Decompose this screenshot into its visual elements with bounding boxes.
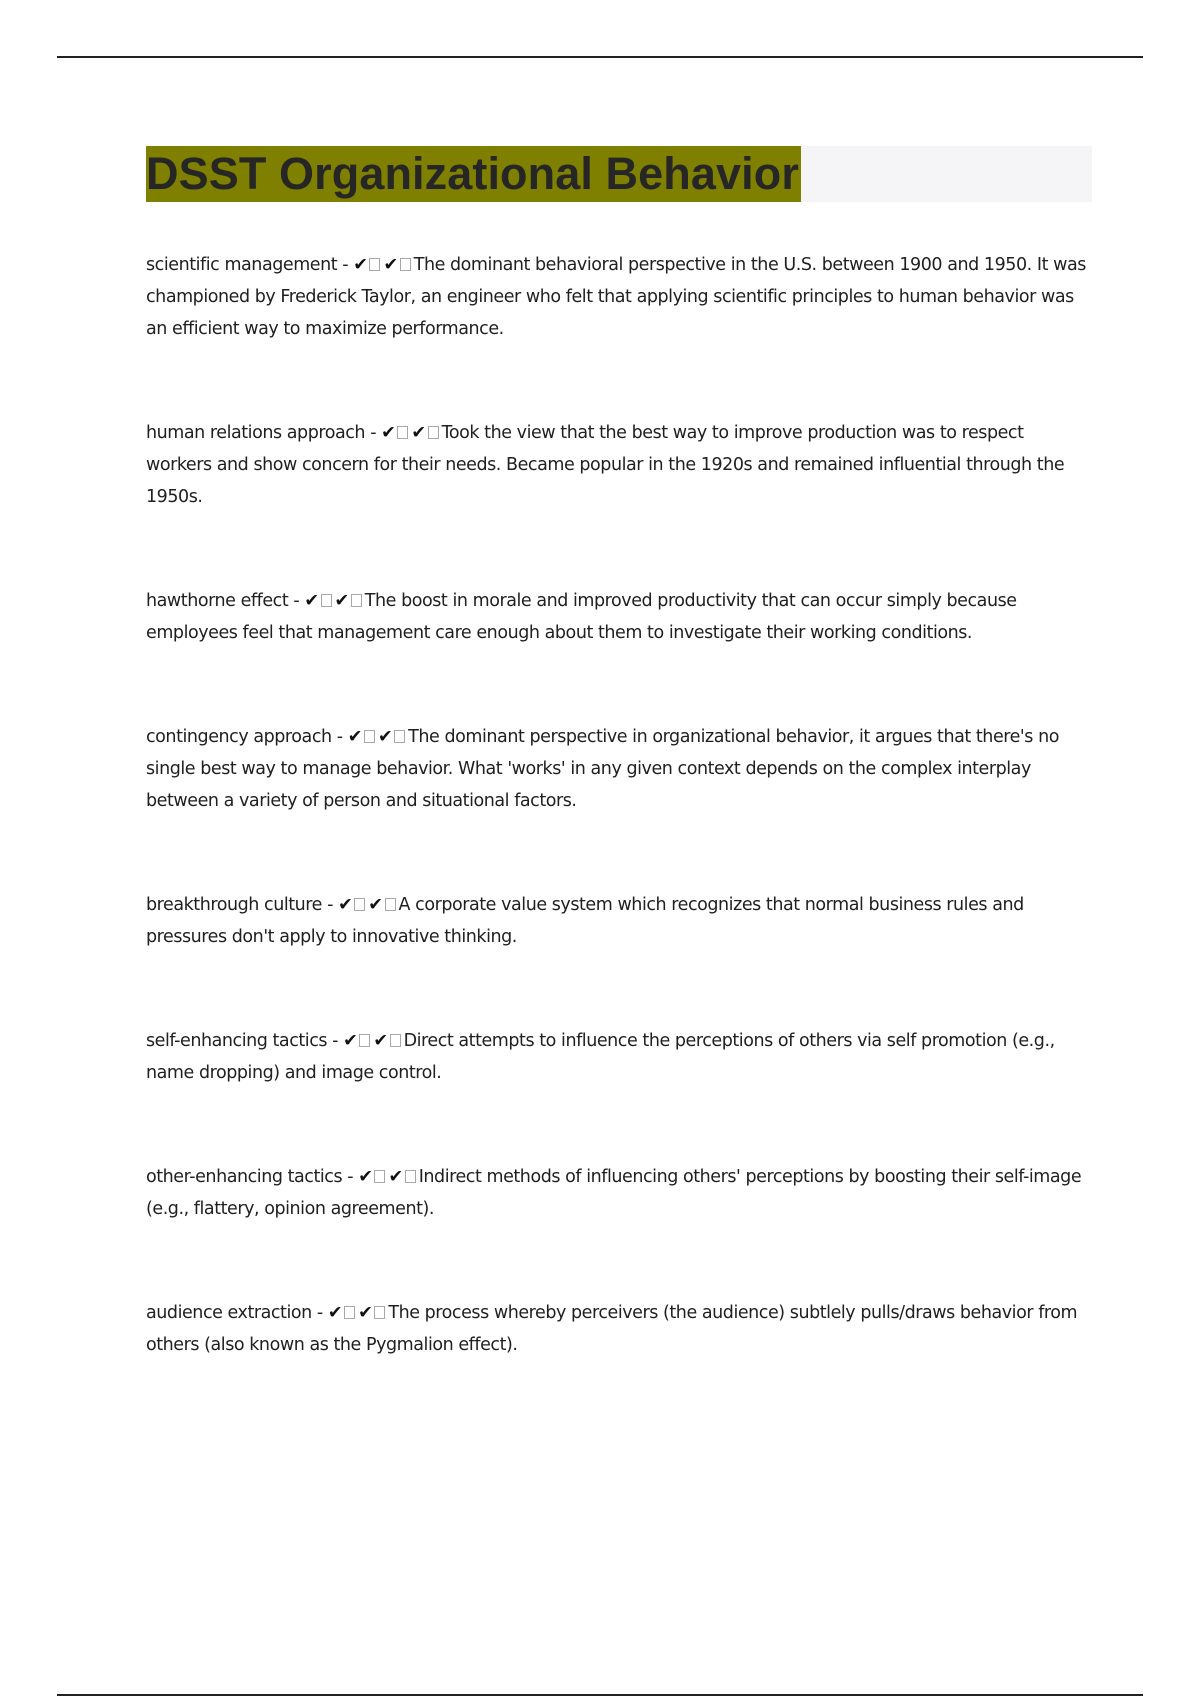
top-divider bbox=[57, 56, 1143, 58]
box-icon bbox=[351, 594, 362, 607]
entry-term: scientific management bbox=[146, 255, 338, 275]
check-icon: ✔ bbox=[304, 591, 319, 611]
box-icon bbox=[359, 1034, 370, 1047]
box-icon bbox=[369, 258, 380, 271]
entry-contingency-approach: contingency approach - ✔ ✔ The dominant perspective in organizational behavior, it argues that there's no single best way to manage behavior. What 'works' in any given context depends on the complex interplay between a variety of person and situational factors. bbox=[146, 727, 1059, 811]
entry-audience-extraction: audience extraction - ✔ ✔ The process whereby perceivers (the audience) subtlely pulls/draws behavior from others (also known as the Pygmalion effect). bbox=[146, 1303, 1078, 1355]
entry-definition: The process whereby perceivers (the audience) subtlely pulls/draws behavior from others (also known as the Pygmalion effect). bbox=[146, 1303, 1078, 1355]
check-icon: ✔ bbox=[327, 1303, 343, 1323]
entry-human-relations-approach: human relations approach - ✔ ✔ Took the view that the best way to improve production was to respect workers and show concern for their needs. Became popular in the 1920s and remained influential through the 1950s. bbox=[146, 423, 1065, 507]
box-icon bbox=[394, 730, 405, 743]
entry-list bbox=[146, 249, 1086, 1361]
box-icon bbox=[321, 594, 332, 607]
bottom-divider bbox=[57, 1694, 1143, 1696]
entry-definition: The dominant behavioral perspective in the U.S. between 1900 and 1950. It was championed by Frederick Taylor, an engineer who felt that applying scientific principles to human behavior was an efficient way to maximize performance. bbox=[146, 255, 1086, 339]
check-icon: ✔ bbox=[411, 423, 426, 443]
box-icon bbox=[374, 1170, 385, 1183]
box-icon bbox=[390, 1034, 401, 1047]
entry-definition: A corporate value system which recognizes that normal business rules and pressures don't apply to innovative thinking. bbox=[146, 895, 1024, 947]
box-icon bbox=[428, 426, 439, 439]
box-icon bbox=[344, 1306, 355, 1319]
check-icon: ✔ bbox=[347, 727, 362, 747]
check-icon: ✔ bbox=[377, 727, 393, 747]
check-icon: ✔ bbox=[338, 895, 353, 915]
check-icon: ✔ bbox=[368, 895, 383, 915]
entry-term: audience extraction bbox=[146, 1303, 312, 1323]
check-icon: ✔ bbox=[381, 423, 396, 443]
box-icon bbox=[374, 1306, 385, 1319]
entry-definition: Took the view that the best way to improve production was to respect workers and show concern for their needs. Became popular in the 1920s and remained influential through the 1950s. bbox=[146, 423, 1065, 507]
check-icon: ✔ bbox=[373, 1031, 388, 1051]
box-icon bbox=[354, 898, 365, 911]
entry-term: contingency approach bbox=[146, 727, 332, 747]
entry-definition: Indirect methods of influencing others' perceptions by boosting their self-image (e.g., flattery, opinion agreement). bbox=[146, 1167, 1082, 1219]
entry-definition: The boost in morale and improved productivity that can occur simply because employees feel that management care enough about them to investigate their working conditions. bbox=[146, 591, 1017, 643]
box-icon bbox=[385, 898, 396, 911]
check-icon: ✔ bbox=[383, 255, 398, 275]
entry-definition: The dominant perspective in organizational behavior, it argues that there's no single best way to manage behavior. What 'works' in any given context depends on the complex interplay between a variety of person and situational factors. bbox=[146, 727, 1059, 811]
entry-term: self-enhancing tactics bbox=[146, 1031, 328, 1051]
box-icon bbox=[397, 426, 408, 439]
title-highlight bbox=[146, 146, 801, 202]
entry-term: breakthrough culture bbox=[146, 895, 322, 915]
entry-other-enhancing-tactics: other-enhancing tactics - ✔ ✔ Indirect methods of influencing others' perceptions by boosting their self-image (e.g., flattery, opinion agreement). bbox=[146, 1167, 1082, 1219]
check-icon: ✔ bbox=[358, 1167, 373, 1187]
check-icon: ✔ bbox=[343, 1031, 358, 1051]
entry-self-enhancing-tactics: self-enhancing tactics - ✔ ✔ Direct attempts to influence the perceptions of others via self promotion (e.g., name dropping) and image control. bbox=[146, 1031, 1055, 1083]
entry-breakthrough-culture: breakthrough culture - ✔ ✔ A corporate value system which recognizes that normal business rules and pressures don't apply to innovative thinking. bbox=[146, 895, 1024, 947]
entry-hawthorne-effect: hawthorne effect - ✔ ✔ The boost in morale and improved productivity that can occur simply because employees feel that management care enough about them to investigate their working conditions. bbox=[146, 591, 1017, 643]
entry-definition: Direct attempts to influence the perceptions of others via self promotion (e.g., name dropping) and image control. bbox=[146, 1031, 1055, 1083]
check-icon: ✔ bbox=[358, 1303, 373, 1323]
check-icon: ✔ bbox=[388, 1167, 403, 1187]
document-title: DSST Organizational Behavior bbox=[146, 148, 799, 199]
box-icon bbox=[364, 730, 375, 743]
entry-term: hawthorne effect bbox=[146, 591, 289, 611]
check-icon: ✔ bbox=[353, 255, 368, 275]
box-icon bbox=[405, 1170, 416, 1183]
entry-term: human relations approach bbox=[146, 423, 366, 443]
check-icon: ✔ bbox=[334, 591, 349, 611]
entry-scientific-management: scientific management - ✔ ✔ The dominant behavioral perspective in the U.S. between 1900 and 1950. It was championed by Frederick Taylor, an engineer who felt that applying scientific principles to human behavior was an efficient way to maximize performance. bbox=[146, 255, 1086, 339]
entry-term: other-enhancing tactics bbox=[146, 1167, 343, 1187]
box-icon bbox=[400, 258, 411, 271]
